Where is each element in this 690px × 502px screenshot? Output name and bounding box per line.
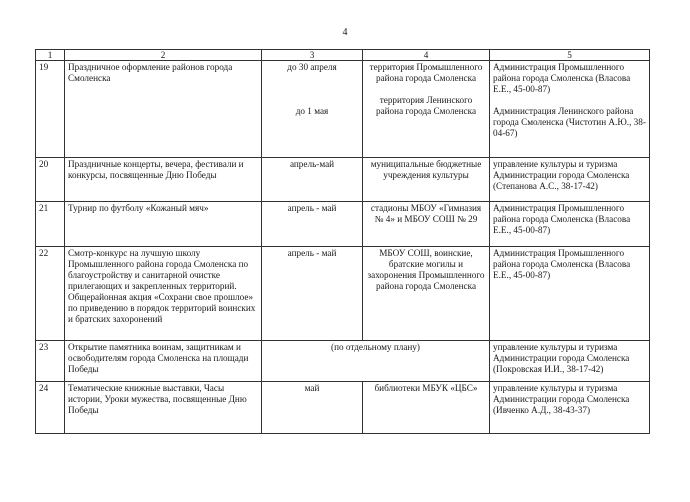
responsible-cell xyxy=(490,61,650,158)
spacer xyxy=(366,84,486,95)
row-number: 22 xyxy=(36,247,65,341)
table-row xyxy=(36,247,650,341)
place-cell: стадионы МБОУ «Гимназия № 4» и МБОУ СОШ № 29 xyxy=(363,202,490,247)
date-place-cell: (по отдельному плану) xyxy=(262,341,490,382)
row-number: 19 xyxy=(36,61,65,158)
place-cell xyxy=(363,61,490,158)
event-cell: Открытие памятника воинам, защитникам и освободителям города Смоленска на площади Победы xyxy=(65,341,262,382)
event-cell: Праздничное оформление районов города Смоленска xyxy=(65,61,262,158)
table-row xyxy=(36,341,650,382)
date-entry: до 30 апреля xyxy=(287,62,337,72)
place-cell: МБОУ СОШ, воинские, братские могилы и захоронения Промышленного района города Смоленска xyxy=(363,247,490,341)
place-entry: территория Промышленного района города Смоленска xyxy=(369,62,483,83)
column-header: 4 xyxy=(363,50,490,61)
table-header-row xyxy=(36,50,650,61)
responsible-cell: Администрация Промышленного района города Смоленска (Власова Е.Е., 45-00-87) xyxy=(490,247,650,341)
date-cell: апрель-май xyxy=(262,158,363,202)
responsible-entry: Администрация Промышленного района города Смоленска (Власова Е.Е., 45-00-87) xyxy=(493,62,631,94)
column-header: 2 xyxy=(65,50,262,61)
place-entry: территория Ленинского района города Смоленска xyxy=(375,95,477,116)
date-cell xyxy=(262,61,363,158)
events-table xyxy=(35,49,650,434)
place-cell: муниципальные бюджетные учреждения культуры xyxy=(363,158,490,202)
column-header: 3 xyxy=(262,50,363,61)
date-cell: апрель - май xyxy=(262,202,363,247)
column-header: 1 xyxy=(36,50,65,61)
responsible-cell: Администрация Промышленного района города Смоленска (Власова Е.Е., 45-00-87) xyxy=(490,202,650,247)
table-row xyxy=(36,61,650,158)
column-header: 5 xyxy=(490,50,650,61)
row-number: 20 xyxy=(36,158,65,202)
event-cell: Турнир по футболу «Кожаный мяч» xyxy=(65,202,262,247)
responsible-entry: Администрация Ленинского района города Смоленска (Чистотин А.Ю., 38-04-67) xyxy=(493,106,646,138)
event-cell: Тематические книжные выставки, Часы истории, Уроки мужества, посвященные Дню Победы xyxy=(65,382,262,434)
responsible-cell: управление культуры и туризма Администрации города Смоленска (Степанова А.С., 38-17-42) xyxy=(490,158,650,202)
row-number: 21 xyxy=(36,202,65,247)
table-row xyxy=(36,202,650,247)
page-number: 4 xyxy=(342,27,348,38)
responsible-cell: управление культуры и туризма Администрации города Смоленска (Ивченко А.Д., 38-43-37) xyxy=(490,382,650,434)
table-row xyxy=(36,158,650,202)
place-cell: библиотеки МБУК «ЦБС» xyxy=(363,382,490,434)
event-cell: Смотр-конкурс на лучшую школу Промышленного района города Смоленска по благоустройству и санитарной очистке прилегающих и закрепленных территорий. Общерайонная акция «Сохрани свое прошлое» по приведению в порядок территорий воинских и братских захоронений xyxy=(65,247,262,341)
event-cell: Праздничные концерты, вечера, фестивали и конкурсы, посвященные Дню Победы xyxy=(65,158,262,202)
date-cell: апрель - май xyxy=(262,247,363,341)
responsible-cell: управление культуры и туризма Администрации города Смоленска (Покровская И.И., 38-17-42) xyxy=(490,341,650,382)
date-entry: до 1 мая xyxy=(295,106,329,116)
spacer xyxy=(265,73,359,106)
spacer xyxy=(493,95,646,106)
row-number: 23 xyxy=(36,341,65,382)
row-number: 24 xyxy=(36,382,65,434)
table-row xyxy=(36,382,650,434)
date-cell: май xyxy=(262,382,363,434)
